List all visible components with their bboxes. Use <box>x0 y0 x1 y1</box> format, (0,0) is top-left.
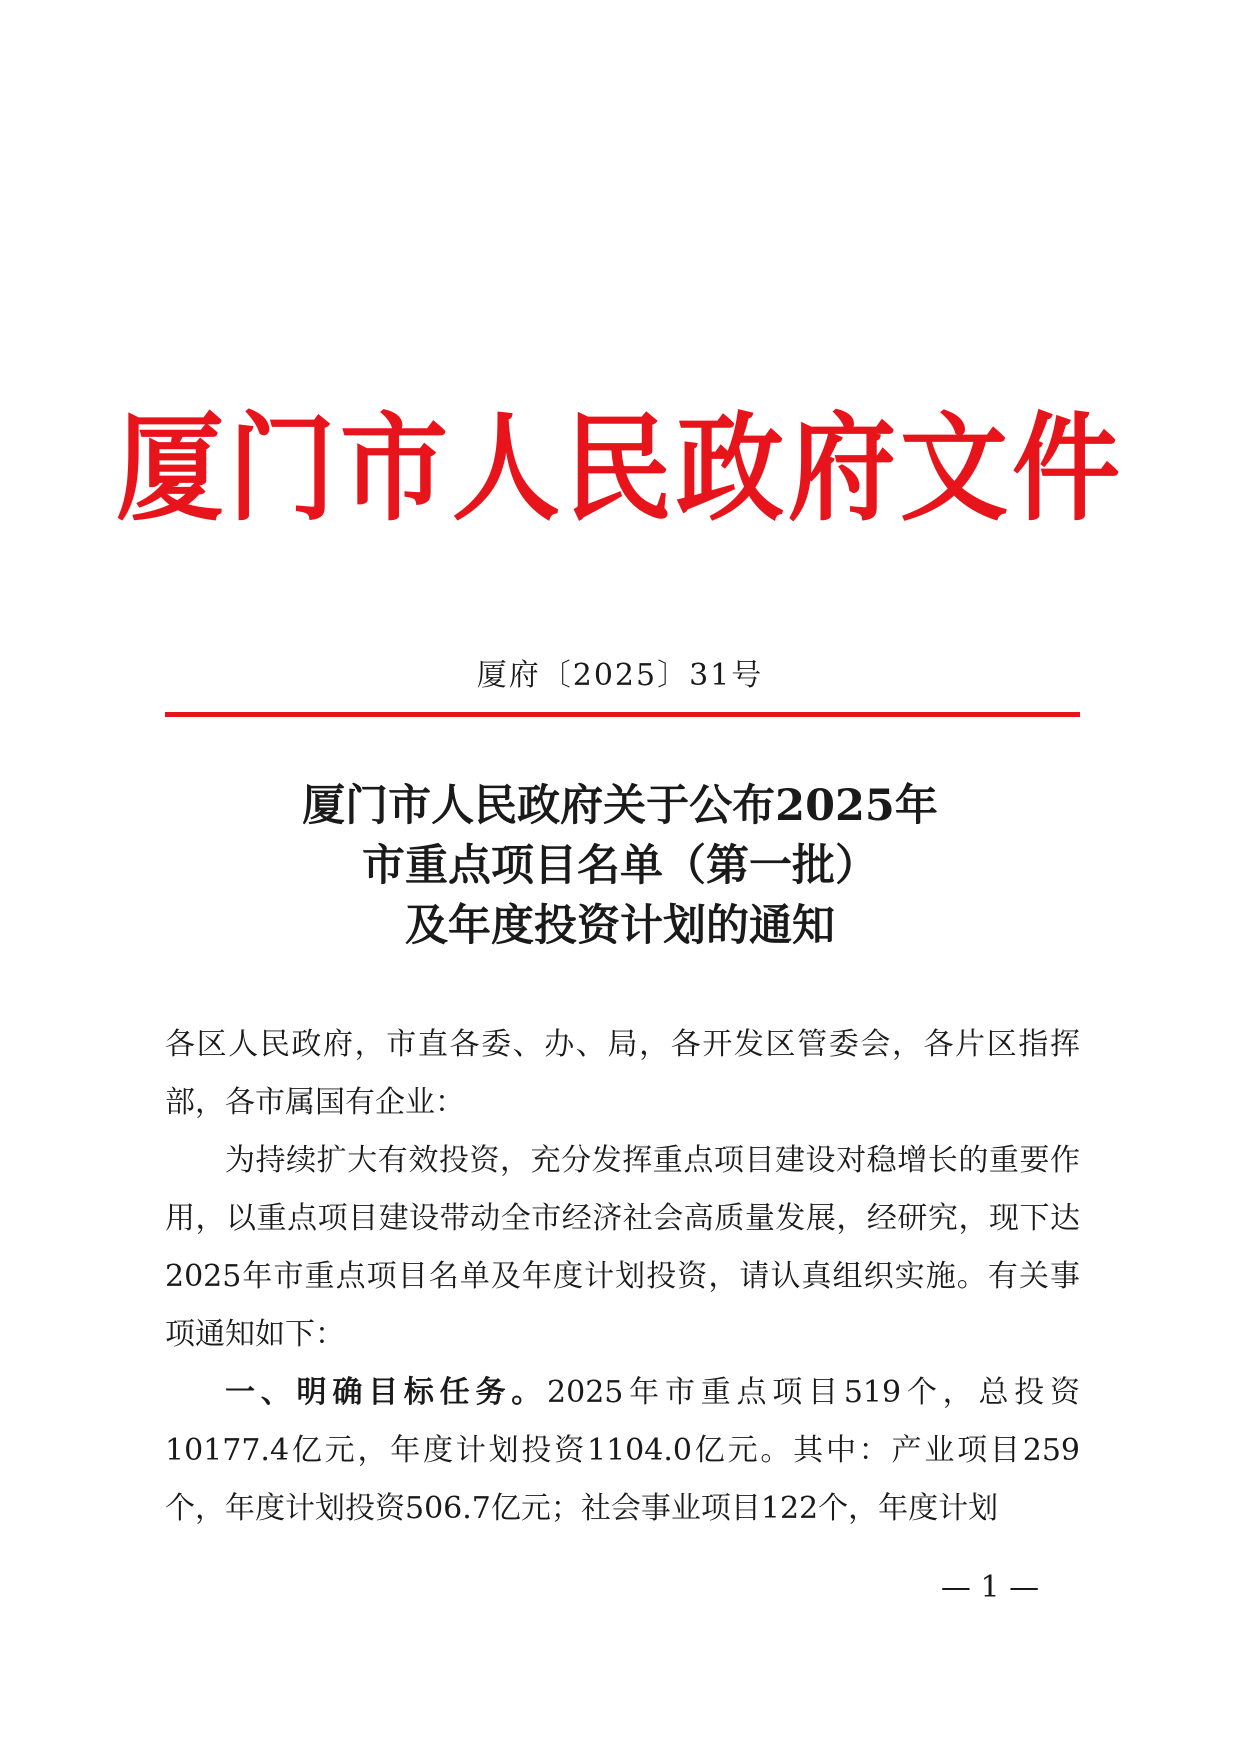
section-1-text: 2025年市重点项目519个，总投资10177.4亿元，年度计划投资1104.0亿元。其中：产业项目259个，年度计划投资506.7亿元；社会事业项目122个，年度计划 <box>165 1375 1081 1526</box>
title-line-3: 及年度投资计划的通知 <box>405 901 835 951</box>
red-divider-line <box>165 712 1080 717</box>
document-body <box>165 1016 1080 1538</box>
document-title <box>0 776 1240 956</box>
section-1-heading: 一、明确目标任务。 <box>225 1375 548 1410</box>
intro-paragraph: 为持续扩大有效投资，充分发挥重点项目建设对稳增长的重要作用，以重点项目建设带动全市经济社会高质量发展，经研究，现下达2025年市重点项目名单及年度计划投资，请认真组织实施。有关事项通知如下： <box>165 1143 1080 1352</box>
masthead-title: 厦门市人民政府文件 <box>115 401 1124 537</box>
section-1-paragraph <box>165 1364 1080 1538</box>
page-number: — 1 — <box>940 1570 1040 1605</box>
document-number: 厦府〔2025〕31号 <box>476 658 764 693</box>
addressees: 各区人民政府，市直各委、办、局，各开发区管委会，各片区指挥部，各市属国有企业： <box>165 1027 1080 1120</box>
title-line-1: 厦门市人民政府关于公布2025年 <box>302 781 938 831</box>
title-line-2: 市重点项目名单（第一批） <box>362 841 878 891</box>
